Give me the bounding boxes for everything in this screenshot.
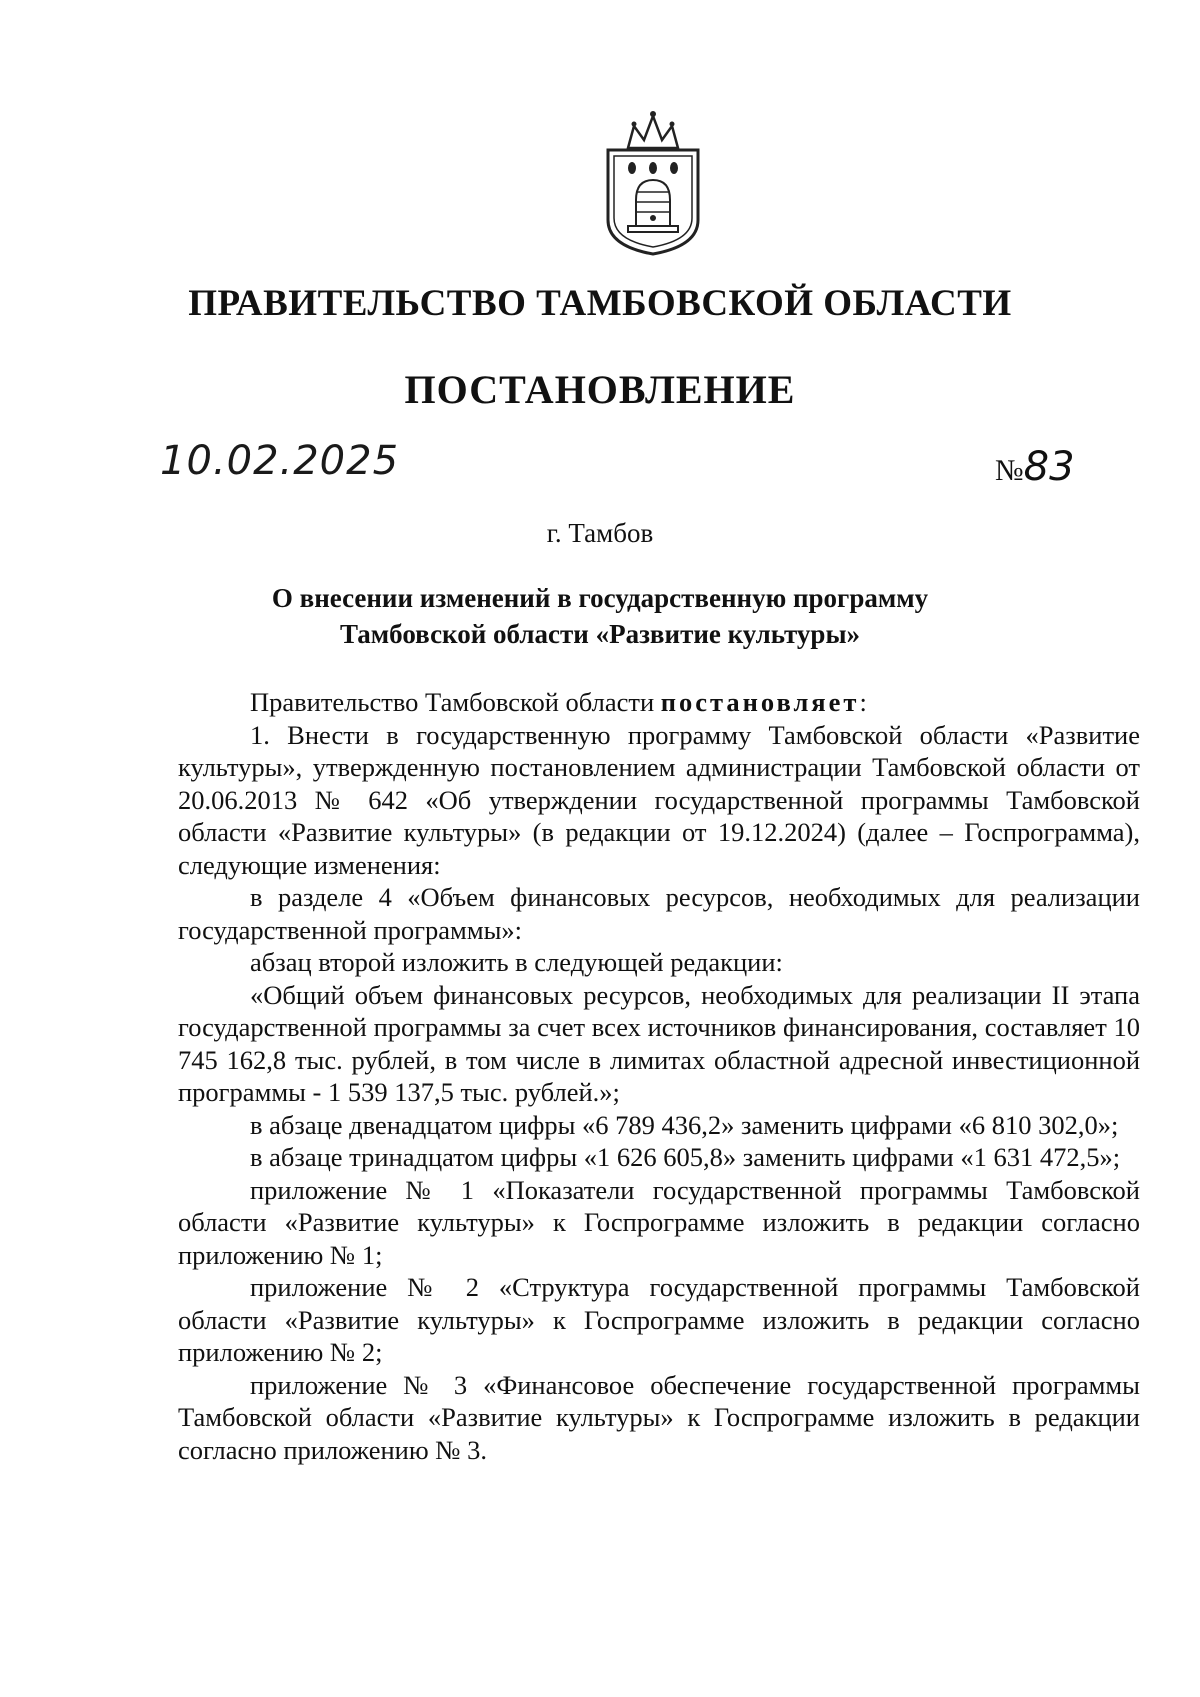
document-number xyxy=(995,444,1075,490)
body-paragraph: «Общий объем финансовых ресурсов, необходимых для реализации II этапа государственной программы за счет всех источников финансирования, составляет 10 745 162,8 тыс. рублей, в том числе в лимитах областной адресной инвестиционной программы - 1 539 137,5 тыс. рублей.»; xyxy=(178,979,1140,1107)
document-subject xyxy=(0,580,1200,652)
intro-prefix: Правительство Тамбовской области xyxy=(250,687,661,717)
body-paragraph: абзац второй изложить в следующей редакции: xyxy=(250,947,783,977)
handwritten-date: 10.02.2025 xyxy=(160,438,400,484)
number-label: № xyxy=(995,454,1024,487)
subject-line-1: О внесении изменений в государственную программу xyxy=(271,583,929,613)
body-paragraph: приложение № 2 «Структура государственной программы Тамбовской области «Развитие культуры» к Госпрограмме изложить в редакции согласно приложению № 2; xyxy=(178,1272,1140,1367)
document-body xyxy=(178,686,1140,1466)
body-paragraph: 1. Внести в государственную программу Тамбовской области «Развитие культуры», утвержденную постановлением администрации Тамбовской области от 20.06.2013 № 642 «Об утверждении государственной программы Тамбовской области «Развитие культуры» (в редакции от 19.12.2024) (далее – Госпрограмма), следующие изменения: xyxy=(178,719,1140,880)
document-type-heading: ПОСТАНОВЛЕНИЕ xyxy=(404,367,796,412)
subject-line-2: Тамбовской области «Развитие культуры» xyxy=(339,619,861,649)
handwritten-number: 83 xyxy=(1023,444,1075,490)
city-line: г. Тамбов xyxy=(546,518,654,548)
body-paragraph: приложение № 1 «Показатели государственной программы Тамбовской области «Развитие культуры» к Госпрограмме изложить в редакции согласно приложению № 1; xyxy=(178,1174,1140,1270)
body-paragraph: в абзаце двенадцатом цифры «6 789 436,2» заменить цифрами «6 810 302,0»; xyxy=(250,1109,1119,1140)
intro-verb: постановляет xyxy=(660,687,860,717)
intro-suffix: : xyxy=(859,687,867,717)
body-paragraph: в разделе 4 «Объем финансовых ресурсов, необходимых для реализации государственной программы»: xyxy=(178,882,1140,945)
body-paragraph: в абзаце тринадцатом цифры «1 626 605,8» заменить цифрами «1 631 472,5»; xyxy=(250,1142,1121,1172)
coat-of-arms-icon xyxy=(598,108,708,258)
body-paragraph: приложение № 3 «Финансовое обеспечение государственной программы Тамбовской области «Развитие культуры» к Госпрограмме изложить в редакции согласно приложению № 3. xyxy=(178,1369,1140,1465)
intro-paragraph xyxy=(178,686,1140,719)
organization-title: ПРАВИТЕЛЬСТВО ТАМБОВСКОЙ ОБЛАСТИ xyxy=(188,283,1012,324)
